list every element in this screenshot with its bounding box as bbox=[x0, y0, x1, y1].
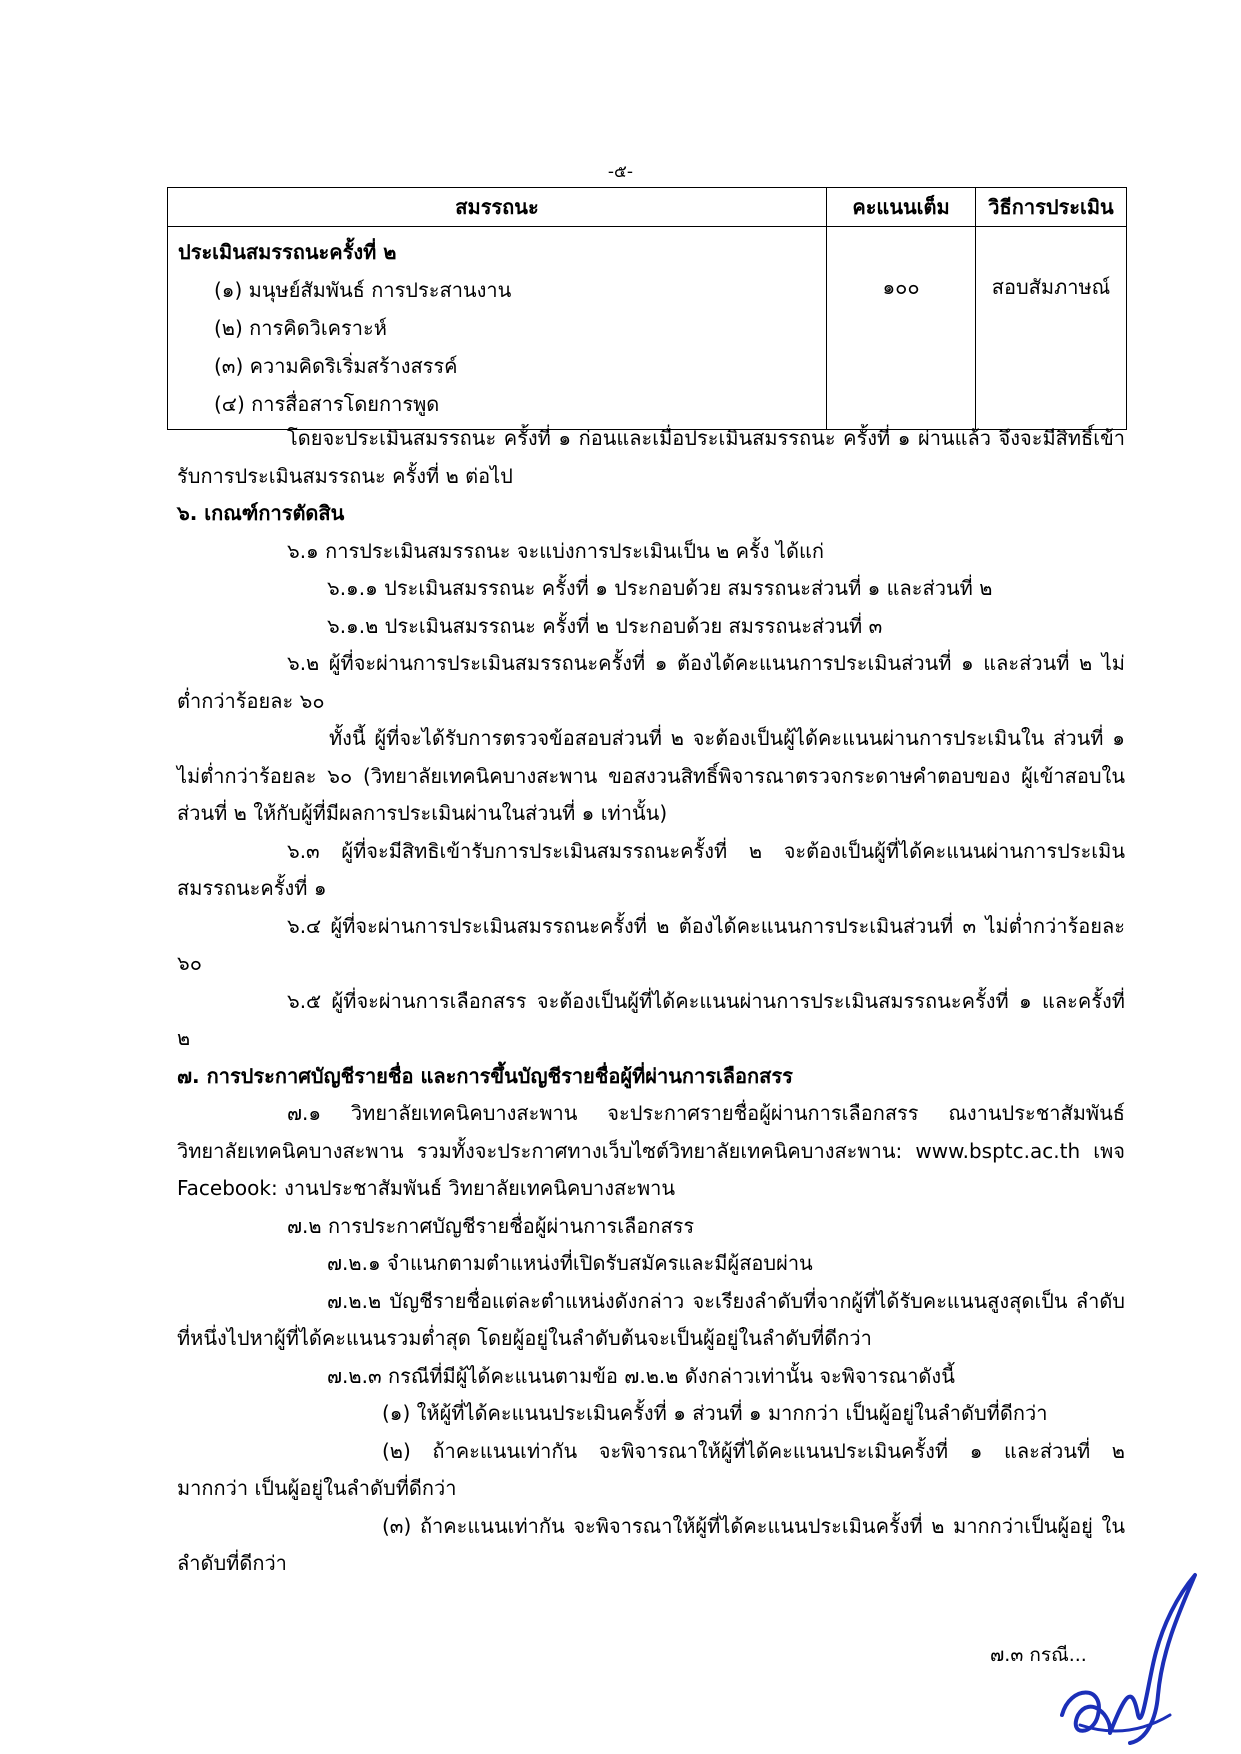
table-row bbox=[168, 227, 1127, 430]
paragraph: ๖.๓ ผู้ที่จะมีสิทธิเข้ารับการประเมินสมรรถนะครั้งที่ ๒ จะต้องเป็นผู้ที่ได้คะแนนผ่านการประเมิน สมรรถนะครั้งที่ ๑ bbox=[177, 838, 1125, 900]
signature-icon bbox=[1050, 1565, 1200, 1750]
paragraph: โดยจะประเมินสมรรถนะ ครั้งที่ ๑ ก่อนและเมื่อประเมินสมรรถนะ ครั้งที่ ๑ ผ่านแล้ว จึงจะมีสิทธิ์เข้ารับการประเมินสมรรถนะ ครั้งที่ ๒ ต่อไป bbox=[177, 426, 1125, 488]
paragraph: ๗.๒.๑ จำแนกตามตำแหน่งที่เปิดรับสมัครและมีผู้สอบผ่าน bbox=[327, 1251, 813, 1275]
section-heading: ๗. การประกาศบัญชีรายชื่อ และการขึ้นบัญชีรายชื่อผู้ที่ผ่านการเลือกสรร bbox=[177, 1063, 793, 1088]
competency-table bbox=[167, 187, 1127, 430]
document-body bbox=[177, 420, 1125, 1583]
full-score-cell: ๑๐๐ bbox=[827, 227, 976, 430]
list-item: (๑) มนุษย์สัมพันธ์ การประสานงาน bbox=[214, 278, 512, 302]
competency-cell bbox=[168, 227, 827, 430]
paragraph: ๗.๒ การประกาศบัญชีรายชื่อผู้ผ่านการเลือกสรร bbox=[287, 1213, 695, 1238]
continuation-note: ๗.๓ กรณี... bbox=[990, 1644, 1087, 1666]
header-full-score: คะแนนเต็ม bbox=[827, 188, 976, 227]
list-item: (๒) การคิดวิเคราะห์ bbox=[214, 316, 387, 340]
paragraph: (๒) ถ้าคะแนนเท่ากัน จะพิจารณาให้ผู้ที่ได้คะแนนประเมินครั้งที่ ๑ และส่วนที่ ๒ มากกว่า เป็นผู้อยู่ในลำดับที่ดีกว่า bbox=[177, 1438, 1125, 1500]
list-item: (๔) การสื่อสารโดยการพูด bbox=[214, 392, 440, 416]
paragraph: (๑) ให้ผู้ที่ได้คะแนนประเมินครั้งที่ ๑ ส่วนที่ ๑ มากกว่า เป็นผู้อยู่ในลำดับที่ดีกว่า bbox=[382, 1401, 1048, 1425]
page-number: -๕- bbox=[607, 162, 634, 182]
paragraph: ๖.๑.๑ ประเมินสมรรถนะ ครั้งที่ ๑ ประกอบด้วย สมรรถนะส่วนที่ ๑ และส่วนที่ ๒ bbox=[327, 576, 993, 600]
paragraph: ๖.๑.๒ ประเมินสมรรถนะ ครั้งที่ ๒ ประกอบด้วย สมรรถนะส่วนที่ ๓ bbox=[327, 613, 883, 638]
header-method: วิธีการประเมิน bbox=[976, 188, 1127, 227]
paragraph: ๖.๑ การประเมินสมรรถนะ จะแบ่งการประเมินเป็น ๒ ครั้ง ได้แก่ bbox=[287, 538, 824, 563]
paragraph: ๖.๔ ผู้ที่จะผ่านการประเมินสมรรถนะครั้งที่ ๒ ต้องได้คะแนนการประเมินส่วนที่ ๓ ไม่ต่ำกว่าร้อยละ ๖๐ bbox=[177, 913, 1125, 975]
paragraph: ๗.๑ วิทยาลัยเทคนิคบางสะพาน จะประกาศรายชื่อผู้ผ่านการเลือกสรร ณงานประชาสัมพันธ์ วิทยาลัยเทคนิคบางสะพาน รวมทั้งจะประกาศทางเว็บไซต์วิทยาลัยเทคนิคบางสะพาน: www.bsptc.ac.th เพจ Facebook: งานประชาสัมพันธ์ วิทยาลัยเทคนิคบางสะพาน bbox=[177, 1101, 1125, 1200]
signature-stroke bbox=[1062, 1575, 1195, 1743]
paragraph: ๗.๒.๓ กรณีที่มีผู้ได้คะแนนตามข้อ ๗.๒.๒ ดังกล่าวเท่านั้น จะพิจารณาดังนี้ bbox=[327, 1363, 955, 1388]
section-title: ประเมินสมรรถนะครั้งที่ ๒ bbox=[178, 240, 397, 264]
paragraph: ทั้งนี้ ผู้ที่จะได้รับการตรวจข้อสอบส่วนที่ ๒ จะต้องเป็นผู้ได้คะแนนผ่านการประเมินใน ส่วนที่ ๑ ไม่ต่ำกว่าร้อยละ ๖๐ (วิทยาลัยเทคนิคบางสะพาน ขอสงวนสิทธิ์พิจารณาตรวจกระดาษคำตอบของ ผู้เข้าสอบใน ส่วนที่ ๒ ให้กับผู้ที่มีผลการประเมินผ่านในส่วนที่ ๑ เท่านั้น) bbox=[177, 726, 1125, 825]
list-item: (๓) ความคิดริเริ่มสร้างสรรค์ bbox=[214, 354, 458, 378]
paragraph: ๖.๒ ผู้ที่จะผ่านการประเมินสมรรถนะครั้งที่ ๑ ต้องได้คะแนนการประเมินส่วนที่ ๑ และส่วนที่ ๒ ไม่ต่ำกว่าร้อยละ ๖๐ bbox=[177, 651, 1125, 713]
table-header-row bbox=[168, 188, 1127, 227]
paragraph: ๗.๒.๒ บัญชีรายชื่อแต่ละตำแหน่งดังกล่าว จะเรียงลำดับที่จากผู้ที่ได้รับคะแนนสูงสุดเป็น ลำดับที่หนึ่งไปหาผู้ที่ได้คะแนนรวมต่ำสุด โดยผู้อยู่ในลำดับต้นจะเป็นผู้อยู่ในลำดับที่ดีกว่า bbox=[177, 1288, 1125, 1350]
header-competency: สมรรถนะ bbox=[168, 188, 827, 227]
section-heading: ๖. เกณฑ์การตัดสิน bbox=[177, 501, 345, 525]
paragraph: (๓) ถ้าคะแนนเท่ากัน จะพิจารณาให้ผู้ที่ได้คะแนนประเมินครั้งที่ ๒ มากกว่าเป็นผู้อยู่ ในลำดับที่ดีกว่า bbox=[177, 1513, 1125, 1575]
method-cell: สอบสัมภาษณ์ bbox=[976, 227, 1127, 430]
paragraph: ๖.๕ ผู้ที่จะผ่านการเลือกสรร จะต้องเป็นผู้ที่ได้คะแนนผ่านการประเมินสมรรถนะครั้งที่ ๑ และครั้งที่ ๒ bbox=[177, 988, 1125, 1050]
